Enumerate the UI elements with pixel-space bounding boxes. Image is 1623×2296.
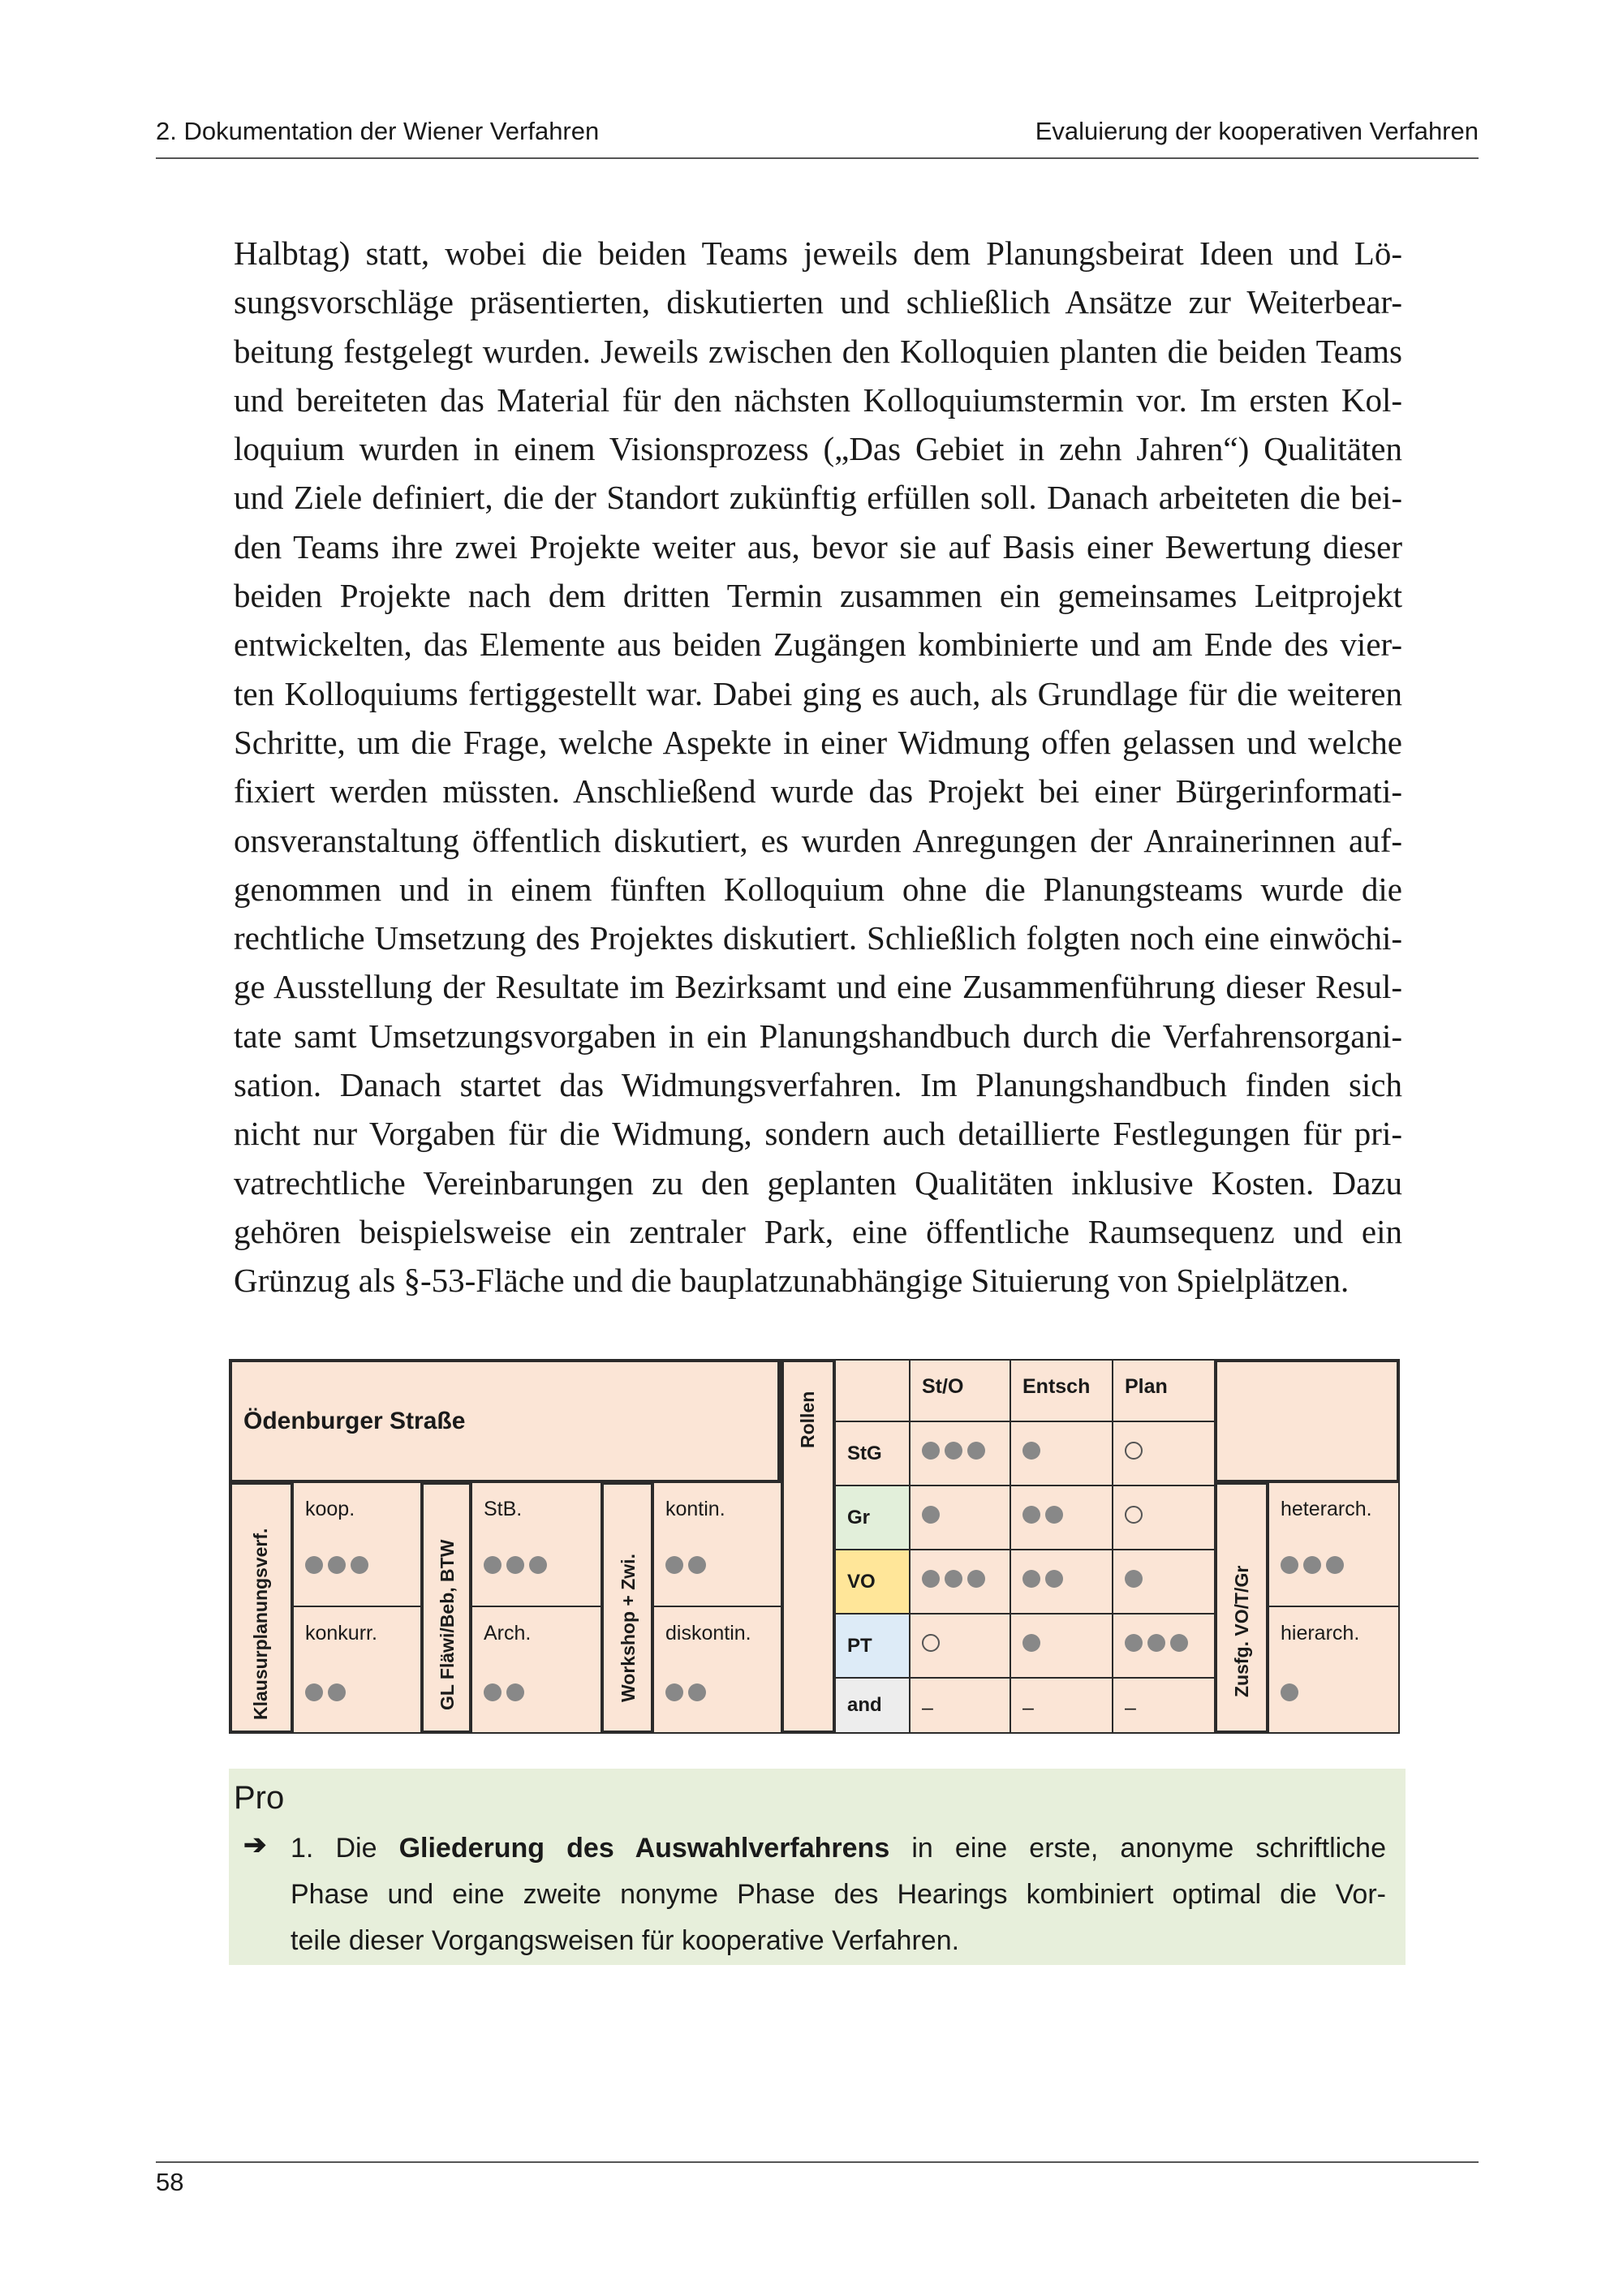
rating-mark: – (1022, 1696, 1034, 1719)
body-line: Halbtag) statt, wobei die beiden Teams jeweils dem Planungsbeirat Ideen und Lö- (234, 234, 1402, 272)
role-row-label-pt: PT (834, 1613, 911, 1679)
body-line: Grünzug als §-53-Fläche und die bauplatzunabhängige Situierung von Spielplätzen. (234, 1262, 1350, 1300)
rating-mark (1125, 1570, 1143, 1588)
table-title-cell (229, 1359, 781, 1483)
group1-label-cell (229, 1481, 294, 1734)
rating-mark (1125, 1506, 1143, 1524)
pro-title: Pro (234, 1780, 285, 1816)
group2-label: GL Fläwi/Beb, BTW (437, 1539, 458, 1710)
role-row-label-gr: Gr (834, 1485, 911, 1550)
right-label: Zusfg. VO/T/Gr (1231, 1565, 1252, 1697)
role-row-label-and: and (834, 1677, 911, 1734)
body-line: rechtliche Umsetzung des Projektes diskutiert. Schließlich folgten noch eine einwöchi- (234, 919, 1402, 957)
group3-bottom-dots (665, 1683, 706, 1701)
rating-dot (529, 1556, 547, 1574)
group1-top-dots (305, 1556, 368, 1574)
group3-label-cell (601, 1481, 654, 1734)
role-row-label-stg: StG (834, 1421, 911, 1486)
roles-corner-cell (834, 1359, 911, 1422)
group2-label-cell (420, 1481, 472, 1734)
col-header-sto: St/O (909, 1359, 1011, 1422)
body-line: beiden Projekte nach dem dritten Termin zusammen ein gemeinsames Leitprojekt (234, 577, 1402, 615)
group2-top-dots (484, 1556, 547, 1574)
page-header (156, 114, 1479, 159)
rating-dot (484, 1683, 502, 1701)
rating-dot (688, 1683, 706, 1701)
rating-mark (922, 1634, 940, 1652)
header-title: Evaluierung der kooperativen Verfahren (1035, 117, 1479, 145)
page-footer (156, 2161, 1479, 2196)
right-label-cell (1214, 1481, 1269, 1734)
body-line: sungsvorschläge präsentierten, diskutierten und schließlich Ansätze zur Weiterbear- (234, 283, 1402, 321)
rating-dot (506, 1556, 524, 1574)
group2-top-cell (471, 1481, 602, 1607)
col-header-entsch: Entsch (1010, 1359, 1113, 1422)
rating-dot (351, 1556, 368, 1574)
rating-dot (506, 1683, 524, 1701)
group2-top-label: StB. (484, 1498, 523, 1520)
right-top-label: heterarch. (1281, 1498, 1372, 1520)
group2-bottom-cell (471, 1606, 602, 1734)
body-line: sation. Danach startet das Widmungsverfahren. Im Planungshandbuch finden sich (234, 1066, 1402, 1104)
role-cell (1112, 1421, 1216, 1486)
header-chapter: 2. Dokumentation der Wiener Verfahren (156, 117, 600, 145)
rating-mark: – (1125, 1696, 1136, 1719)
role-cell (1112, 1677, 1216, 1734)
group3-label: Workshop + Zwi. (618, 1554, 639, 1702)
role-cell (1112, 1485, 1216, 1550)
group1-top-label: koop. (305, 1498, 355, 1520)
group3-bottom-cell (652, 1606, 782, 1734)
group1-top-cell (292, 1481, 422, 1607)
col-header-plan: Plan (1112, 1359, 1216, 1422)
group3-top-dots (665, 1556, 706, 1574)
role-cell (1010, 1549, 1113, 1615)
role-cell (909, 1421, 1011, 1486)
rating-dot (1281, 1556, 1298, 1574)
rating-mark (1022, 1570, 1063, 1588)
right-empty-cell (1214, 1359, 1400, 1483)
role-cell (909, 1613, 1011, 1679)
role-cell (1010, 1677, 1113, 1734)
body-line: genommen und in einem fünften Kolloquium ohne die Planungsteams wurde die (234, 870, 1402, 908)
body-line: gehören beispielsweise ein zentraler Park, eine öffentliche Raumsequenz und ein (234, 1212, 1402, 1250)
right-bottom-cell (1268, 1606, 1400, 1734)
group1-bottom-cell (292, 1606, 422, 1734)
role-row-label-vo: VO (834, 1549, 911, 1615)
pro-box (229, 1769, 1406, 1965)
rating-mark (1022, 1442, 1040, 1460)
pro-item-1: 1. Die Gliederung des Auswahlverfahrens in eine erste, anonyme schriftliche Phase und eine zweite nonyme Phase des Hearings kombiniert optimal die Vor- teile dieser Vorgangsweisen für kooperative Verfahren. (291, 1833, 1387, 1956)
roles-label: Rollen (797, 1391, 818, 1448)
group3-top-label: kontin. (665, 1498, 725, 1520)
rating-dot (688, 1556, 706, 1574)
rating-dot (1303, 1556, 1321, 1574)
rating-dot (665, 1683, 683, 1701)
role-cell (1010, 1613, 1113, 1679)
group2-bottom-label: Arch. (484, 1622, 532, 1645)
role-cell (1010, 1421, 1113, 1486)
rating-mark (922, 1506, 940, 1524)
body-line: entwickelten, das Elemente aus beiden Zugängen kombinierte und am Ende des vier- (234, 626, 1402, 664)
role-cell (1010, 1485, 1113, 1550)
rating-mark (1022, 1506, 1063, 1524)
role-cell (1112, 1613, 1216, 1679)
group1-bottom-label: konkurr. (305, 1622, 377, 1645)
body-line: und bereiteten das Material für den nächsten Kolloquiumstermin vor. Im ersten Kol- (234, 381, 1402, 419)
body-line: und Ziele definiert, die der Standort zukünftig erfüllen soll. Danach arbeiteten die bei- (234, 479, 1402, 517)
group1-bottom-dots (305, 1683, 346, 1701)
roles-label-cell (781, 1359, 836, 1734)
body-line: nicht nur Vorgaben für die Widmung, sondern auch detaillierte Festlegungen für pri- (234, 1115, 1402, 1153)
body-line: loquium wurden in einem Visionsprozess („Das Gebiet in zehn Jahren“) Qualitäten (234, 430, 1402, 468)
group3-top-cell (652, 1481, 782, 1607)
body-line: tate samt Umsetzungsvorgaben in ein Planungshandbuch durch die Verfahrensorgani- (234, 1017, 1402, 1055)
group2-bottom-dots (484, 1683, 524, 1701)
group1-label: Klausurplanungsverf. (250, 1528, 271, 1720)
rating-dot (305, 1556, 323, 1574)
body-line: ten Kolloquiums fertiggestellt war. Dabei ging es auch, als Grundlage für die weiteren (234, 674, 1402, 712)
body-line: ge Ausstellung der Resultate im Bezirksamt und eine Zusammenführung dieser Resul- (234, 968, 1402, 1006)
rating-mark (1022, 1634, 1040, 1652)
rating-mark: – (922, 1696, 933, 1719)
body-line: onsveranstaltung öffentlich diskutiert, es wurden Anregungen der Anrainerinnen auf- (234, 821, 1402, 859)
table-title: Ödenburger Straße (243, 1408, 466, 1434)
body-line: beitung festgelegt wurden. Jeweils zwischen den Kolloquien planten die beiden Teams (234, 332, 1402, 370)
rating-mark (922, 1442, 985, 1460)
role-cell (909, 1485, 1011, 1550)
right-top-cell (1268, 1481, 1400, 1607)
rating-dot (665, 1556, 683, 1574)
rating-dot (1326, 1556, 1344, 1574)
rating-mark (1125, 1634, 1188, 1652)
body-paragraph (234, 229, 1402, 1305)
roles-table (229, 1359, 1400, 1734)
group3-bottom-label: diskontin. (665, 1622, 751, 1645)
rating-dot (328, 1683, 346, 1701)
body-line: vatrechtliche Vereinbarungen zu den geplanten Qualitäten inklusive Kosten. Dazu (234, 1163, 1402, 1202)
right-bottom-dots (1281, 1683, 1298, 1701)
body-line: den Teams ihre zwei Projekte weiter aus, bevor sie auf Basis einer Bewertung dieser (234, 527, 1402, 565)
body-line: Schritte, um die Frage, welche Aspekte in einer Widmung offen gelassen und welche (234, 723, 1402, 761)
role-cell (909, 1549, 1011, 1615)
page-number: 58 (156, 2168, 184, 2196)
right-bottom-label: hierarch. (1281, 1622, 1360, 1645)
role-cell (1112, 1549, 1216, 1615)
rating-mark (922, 1570, 985, 1588)
arrow-right-icon: ➔ (243, 1829, 267, 1860)
rating-dot (328, 1556, 346, 1574)
role-cell (909, 1677, 1011, 1734)
rating-dot (484, 1556, 502, 1574)
rating-dot (1281, 1683, 1298, 1701)
rating-mark (1125, 1442, 1143, 1460)
right-top-dots (1281, 1556, 1344, 1574)
rating-dot (305, 1683, 323, 1701)
body-line: fixiert werden müssten. Anschließend wurde das Projekt bei einer Bürgerinformati- (234, 772, 1402, 810)
